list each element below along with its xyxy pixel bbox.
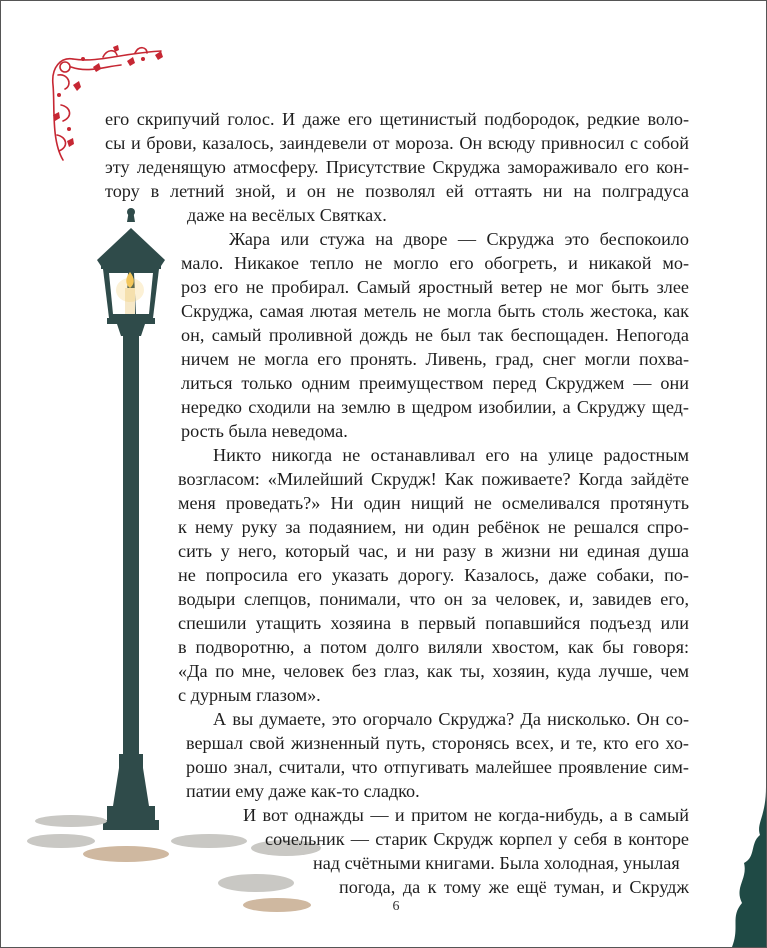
text-line: сить у него, который час, и ни разу в жизни ни единая душа	[178, 541, 689, 561]
text-line: водыри слепцов, понимали, что он за человек, и, завидев его,	[178, 589, 689, 609]
street-lamp-icon	[83, 206, 179, 846]
text-line: не попросила его указать дорогу. Казалось, даже собаки, по-	[178, 565, 689, 585]
text-line: патии ему даже как-то сладко.	[186, 781, 420, 801]
text-line: тору в летний зной, и он не позволял ей оттаять ни на полградуса	[105, 181, 689, 201]
text-line: роз его не пробирал. Самый яростный ветер не мог быть злее	[181, 277, 689, 297]
text-line: он, самый проливной дождь не был так беспощаден. Непогода	[181, 325, 689, 345]
text-line: Никто никогда не останавливал его на улице радостным	[213, 445, 689, 465]
text-line: эту леденящую атмосферу. Присутствие Скруджа замораживало его кон-	[105, 157, 689, 177]
text-line: ничем не могла его пронять. Ливень, град, снег могли похва-	[181, 349, 689, 369]
text-line: в подворотню, а потом долго виляли хвостом, как бы говоря:	[178, 637, 689, 657]
text-line: даже на весёлых Святках.	[187, 205, 387, 225]
text-line: И вот однажды — и притом не когда-нибудь, а в самый	[243, 805, 689, 825]
text-line: меня проведать?» Ни один нищий не осмеливался протянуть	[178, 493, 689, 513]
text-line: А вы думаете, это огорчало Скруджа? Да нисколько. Он со-	[213, 709, 689, 729]
text-line: возгласом: «Милейший Скрудж! Как поживаете? Когда зайдёте	[178, 469, 689, 489]
text-line: рошо знал, считали, что отпугивать малейшее проявление сим-	[186, 757, 689, 777]
text-line: литься только одним преимуществом перед Скруджем — они	[181, 373, 689, 393]
text-line: «Да по мне, человек без глаз, как ты, хозяин, куда лучше, чем	[178, 661, 689, 681]
tree-icon	[726, 787, 766, 947]
text-line: сы и брови, казалось, заиндевели от мороза. Он всюду привносил с собой	[105, 133, 689, 153]
text-line: Скруджа, самая лютая метель не могла быть столь жестока, как	[181, 301, 689, 321]
text-line: вершал свой жизненный путь, сторонясь всех, и те, кто его хо-	[186, 733, 689, 753]
page-number: 6	[392, 899, 400, 914]
text-line: мало. Никакое тепло не могло его обогреть, и никакой мо-	[181, 253, 689, 273]
text-line: над счётными книгами. Была холодная, унылая	[313, 853, 680, 873]
text-line: к нему руку за подаянием, ни один ребёнок не решался спро-	[178, 517, 689, 537]
text-line: его скрипучий голос. И даже его щетинистый подбородок, редкие воло-	[105, 109, 689, 129]
text-line: с дурным глазом».	[178, 685, 321, 705]
text-line: сочельник — старик Скрудж корпел у себя в конторе	[265, 829, 689, 849]
text-line: спешили утащить хозяина в первый попавшийся подъезд или	[178, 613, 689, 633]
text-line: Жара или стужа на дворе — Скруджа это беспокоило	[229, 229, 689, 249]
text-line: погода, да к тому же ещё туман, и Скрудж	[339, 877, 689, 897]
text-line: рость была неведома.	[181, 421, 348, 441]
text-line: нередко сходили на землю в щедром изобилии, а Скруджу щед-	[181, 397, 689, 417]
